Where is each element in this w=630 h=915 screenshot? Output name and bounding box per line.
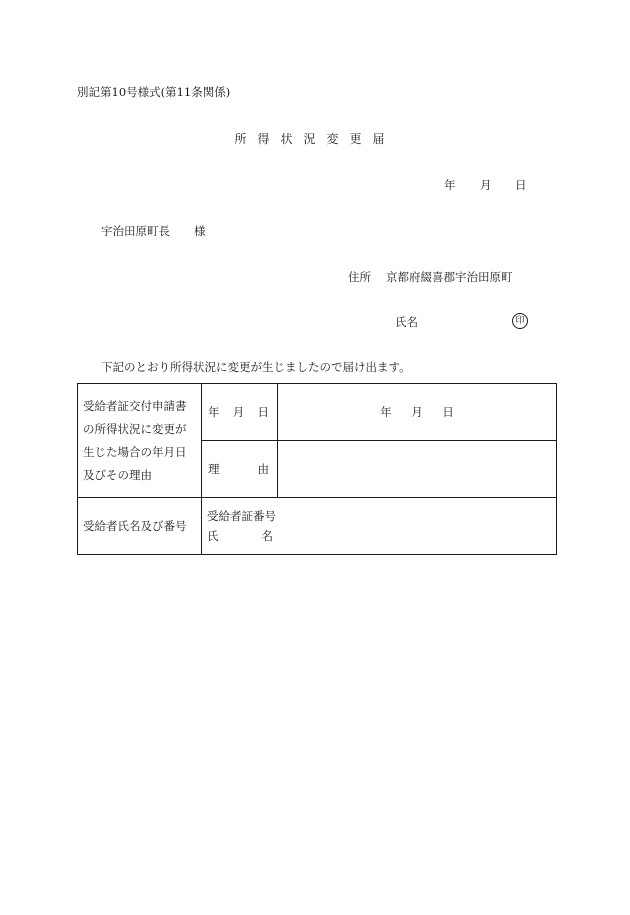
change-form-table [77, 383, 557, 555]
header-date-month: 月 [480, 178, 492, 192]
seal-icon: 印 [512, 313, 528, 329]
address-value: 京都府綴喜郡宇治田原町 [386, 270, 513, 284]
date-sub-label [202, 384, 278, 441]
label-line: の所得状況に変更が [83, 421, 187, 436]
change-date-field[interactable] [278, 384, 557, 441]
label-line: 受給者証交付申請書 [83, 398, 187, 413]
table-row [78, 384, 557, 441]
table-row [78, 498, 557, 555]
name-label: 氏名 [395, 315, 418, 329]
reason-field[interactable] [278, 441, 557, 498]
recipient-label: 受給者氏名及び番号 [78, 498, 202, 555]
sub-month: 月 [232, 405, 245, 419]
date-month: 月 [411, 405, 423, 419]
label-line: 生じた場合の年月日 [83, 444, 187, 459]
date-day: 日 [442, 405, 454, 419]
recipient-name-left: 氏 [207, 529, 219, 543]
addressee-honorific: 様 [194, 224, 206, 238]
sub-day: 日 [257, 405, 269, 419]
addressee [101, 223, 206, 239]
header-date-year: 年 [444, 178, 456, 192]
document-title: 所得状況変更届 [234, 132, 396, 146]
recipient-name-label [207, 526, 273, 546]
addressee-name: 宇治田原町長 [101, 224, 170, 238]
label-line: 及びその理由 [83, 467, 152, 482]
reason-label [202, 441, 278, 498]
sub-year: 年 [208, 405, 220, 419]
recipient-number-label: 受給者証番号 [207, 509, 276, 523]
address-label: 住所 [348, 270, 371, 284]
change-date-reason-label [78, 384, 202, 498]
reason-label-left: 理 [208, 462, 220, 476]
recipient-name-right: 名 [261, 529, 273, 543]
header-date-day: 日 [515, 178, 527, 192]
reason-label-right: 由 [257, 462, 269, 476]
date-year: 年 [380, 405, 392, 419]
form-id: 別記第10号様式(第11条関係) [77, 85, 231, 99]
recipient-field[interactable] [202, 498, 557, 555]
intro-text: 下記のとおり所得状況に変更が生じましたので届け出ます。 [101, 360, 411, 374]
